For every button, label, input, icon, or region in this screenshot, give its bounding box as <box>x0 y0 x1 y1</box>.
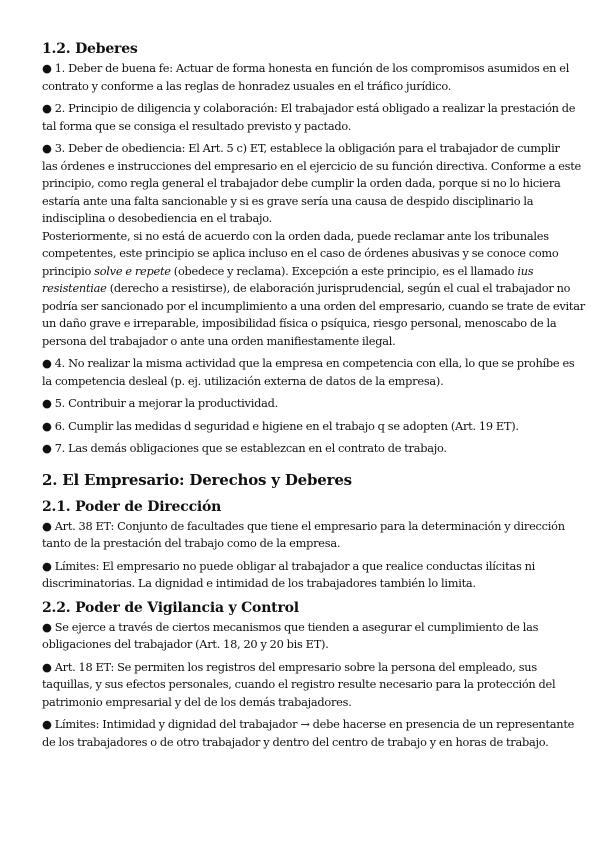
text-line-solve-e-repete <box>42 263 562 281</box>
paragraph-art-18 <box>42 659 562 712</box>
italic-term: ius <box>517 263 534 278</box>
text-line: podría ser sancionado por el incumplimiento a una orden del empresario, cuando se trate de evitar <box>42 298 585 313</box>
text-line: las órdenes e instrucciones del empresario en el ejercicio de su función directiva. Conforme a este <box>42 158 582 173</box>
paragraph-otras-obligaciones <box>42 440 562 458</box>
italic-term: resistentiae <box>42 281 107 295</box>
heading-poder-direccion: 2.1. Poder de Dirección <box>42 498 222 515</box>
document-page <box>42 40 585 756</box>
heading-empresario: 2. El Empresario: Derechos y Deberes <box>42 470 352 489</box>
italic-term: solve e repete <box>94 263 171 278</box>
paragraph-art-38 <box>42 518 565 553</box>
paragraph-seguridad <box>42 418 562 436</box>
text-line: la competencia desleal (p. ej. utilización externa de datos de la empresa). <box>42 373 444 388</box>
text-line: discriminatorias. La dignidad e intimidad de los trabajadores también lo limita. <box>42 576 476 590</box>
text-line: tal forma que se consiga el resultado previsto y pactado. <box>42 118 352 133</box>
paragraph-buena-fe <box>42 60 570 95</box>
text-line: Posteriormente, si no está de acuerdo con la orden dada, puede reclamar ante los tribunales <box>42 228 549 243</box>
paragraph-diligencia <box>42 100 576 135</box>
text-line: ● 7. Las demás obligaciones que se establezcan en el contrato de trabajo. <box>42 441 447 455</box>
text-line: ● Art. 18 ET: Se permiten los registros del empresario sobre la persona del empleado, sus <box>42 659 537 674</box>
text-line: principio, como regla general el trabajador debe cumplir la orden dada, porque si no lo hiciera <box>42 176 561 190</box>
heading-poder-vigilancia: 2.2. Poder de Vigilancia y Control <box>42 599 299 616</box>
text-fragment: (derecho a resistirse), de elaboración jurisprudencial, según el cual el trabajador no <box>106 281 571 295</box>
paragraph-obediencia <box>42 140 585 350</box>
text-line: ● Se ejerce a través de ciertos mecanismos que tienden a asegurar el cumplimiento de las <box>42 619 539 634</box>
paragraph-productividad <box>42 395 562 413</box>
text-line: ● 1. Deber de buena fe: Actuar de forma honesta en función de los compromisos asumidos en el <box>42 61 570 75</box>
text-line: ● 4. No realizar la misma actividad que la empresa en competencia con ella, lo que se prohíbe es <box>42 356 575 370</box>
text-fragment: (obedece y reclama). Excepción a este principio, es el llamado <box>170 263 518 278</box>
text-line: ● 3. Deber de obediencia: El Art. 5 c) ET, establece la obligación para el trabajador de cumplir <box>42 141 560 155</box>
text-line: tanto de la prestación del trabajo como de la empresa. <box>42 536 341 550</box>
text-line: indisciplina o desobediencia en el trabajo. <box>42 211 272 225</box>
text-line: patrimonio empresarial y del de los demás trabajadores. <box>42 694 352 709</box>
paragraph-mecanismos <box>42 619 562 654</box>
text-line: ● 2. Principio de diligencia y colaboración: El trabajador está obligado a realizar la prestación de <box>42 101 576 115</box>
paragraph-limites-vigilancia <box>42 716 575 751</box>
text-line: obligaciones del trabajador (Art. 18, 20 y 20 bis ET). <box>42 637 329 651</box>
text-line: ● 6. Cumplir las medidas d seguridad e higiene en el trabajo q se adopten (Art. 19 ET). <box>42 418 519 433</box>
text-line: ● 5. Contribuir a mejorar la productividad. <box>42 396 278 410</box>
text-line: competentes, este principio se aplica incluso en el caso de órdenes abusivas y se conoce como <box>42 246 559 260</box>
text-line: ● Límites: El empresario no puede obligar al trabajador a que realice conductas ilícitas ni <box>42 558 536 573</box>
text-line: taquillas, y sus efectos personales, cuando el registro resulte necesario para la protección del <box>42 677 556 691</box>
text-line: ● Art. 38 ET: Conjunto de facultades que tiene el empresario para la determinación y dirección <box>42 518 565 533</box>
text-line: ● Límites: Intimidad y dignidad del trabajador → debe hacerse en presencia de un representante <box>42 717 575 731</box>
text-line: de los trabajadores o de otro trabajador y dentro del centro de trabajo y en horas de trabajo. <box>42 734 549 749</box>
text-line: contrato y conforme a las reglas de honradez usuales en el tráfico jurídico. <box>42 78 452 93</box>
text-line: un daño grave e irreparable, imposibilidad física o psíquica, riesgo personal, menoscabo de la <box>42 316 557 330</box>
paragraph-competencia <box>42 355 575 390</box>
text-line: estaría ante una falta sancionable y si es grave sería una causa de despido disciplinario la <box>42 193 534 208</box>
paragraph-limites-direccion <box>42 558 562 593</box>
text-fragment: principio <box>42 263 95 278</box>
text-line-ius-resistentiae <box>42 280 571 298</box>
heading-deberes: 1.2. Deberes <box>42 41 138 57</box>
text-line: persona del trabajador o ante una orden manifiestamente ilegal. <box>42 333 396 348</box>
